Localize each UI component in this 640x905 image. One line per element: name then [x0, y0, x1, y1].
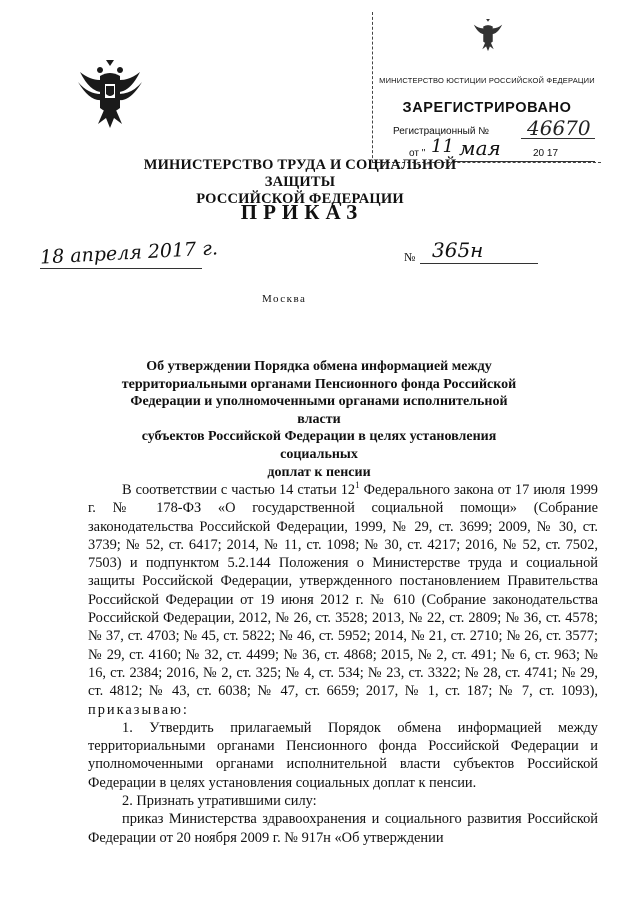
body-paragraph-item-2: 2. Признать утратившими силу: [122, 793, 317, 810]
body-paragraph-repealed-order: приказ Министерства здравоохранения и социального развития Российской Федерации от 20 ноября 2009 г. № 917н «Об утверждении [88, 811, 598, 846]
preamble-order-word: приказываю [88, 701, 183, 718]
order-subject [110, 358, 528, 481]
coat-of-arms-small-icon [471, 18, 505, 54]
order-number-underline [420, 263, 538, 264]
coat-of-arms-emblem [76, 58, 144, 134]
order-body [88, 481, 598, 847]
subject-line: доплат к пенсии [267, 464, 371, 480]
preamble-colon: : [182, 701, 187, 718]
stamp-ministry: МИНИСТЕРСТВО ЮСТИЦИИ РОССИЙСКОЙ ФЕДЕРАЦИИ [379, 76, 595, 85]
order-number: 365н [432, 238, 484, 262]
stamp-date-year: 20 17 [533, 148, 559, 159]
order-title: ПРИКАЗ [240, 200, 364, 224]
stamp-regnum-label: Регистрационный № [393, 126, 489, 137]
subject-line: Федерации и уполномоченными органами исполнительной власти [130, 394, 508, 427]
order-date-underline [40, 268, 202, 269]
preamble-text-b: Федерального закона от 17 июля 1999 г. № 178-ФЗ «О государственной социальной помощи» (Собрание законодательства Российской Федерации, 1999, № 29, ст. 3699; 2009, № 30, ст. 3739; № 52, ст. 6417; 2014, № 11, ст. 1098; № 30, ст. 4217; 2016, № 52, ст. 7502, 7503) и подпунктом 5.2.144 Положения о Министерстве труда и социальной защиты Российской Федерации, утвержденного постановлением Правительства Российской Федерации от 19 июня 2012 г. № 610 (Собрание законодательства Российской Федерации, 2012, № 26, ст. 3528; 2013, № 22, ст. 2809; № 36, ст. 4578; № 37, ст. 4703; № 45, ст. 5822; № 46, ст. 5952; 2014, № 21, ст. 2710; № 26, ст. 3577; № 29, ст. 4160; № 32, ст. 4499; № 36, ст. 4868; 2015, № 2, ст. 491; № 6, ст. 963; № 16, ст. 2384; 2016, № 2, ст. 325; № 4, ст. 534; № 23, ст. 3322; № 28, ст. 4741; № 29, ст. 4812; № 43, ст. 6038; № 47, ст. 6659; 2017, № 1, ст. 187; № 7, ст. 1093), [88, 482, 598, 700]
subject-line: субъектов Российской Федерации в целях установления социальных [141, 429, 497, 462]
order-number-label: № [404, 250, 416, 264]
order-date: 18 апреля 2017 г. [39, 237, 219, 269]
subject-line: Об утверждении Порядка обмена информацией между [146, 359, 492, 374]
body-paragraph-item-1: 1. Утвердить прилагаемый Порядок обмена информацией между территориальными органами Пенсионного фонда Российской Федерации и уполномоченными органами исполнительной власти субъектов Российской Федерации в целях установления социальных доплат к пенсии. [88, 719, 598, 791]
ministry-title-line2: РОССИЙСКОЙ ФЕДЕРАЦИИ [196, 191, 404, 207]
stamp-regnum-value: 46670 [527, 116, 591, 140]
preamble-text-a: В соответствии с частью 14 статьи 12 [122, 482, 356, 498]
stamp-registered: ЗАРЕГИСТРИРОВАНО [402, 100, 572, 116]
ministry-title-line1: МИНИСТЕРСТВО ТРУДА И СОЦИАЛЬНОЙ ЗАЩИТЫ [143, 157, 457, 190]
registration-stamp [372, 12, 601, 163]
stamp-date-from: от " [409, 148, 426, 159]
stamp-regnum-underline [521, 138, 595, 139]
article-superscript: 1 [355, 480, 360, 491]
body-paragraph-preamble [88, 481, 598, 719]
stamp-date-day: 11 [431, 136, 454, 157]
city: Москва [262, 293, 307, 305]
stamp-date-month: мая [459, 136, 501, 160]
subject-line: территориальными органами Пенсионного фонда Российской [121, 376, 517, 392]
